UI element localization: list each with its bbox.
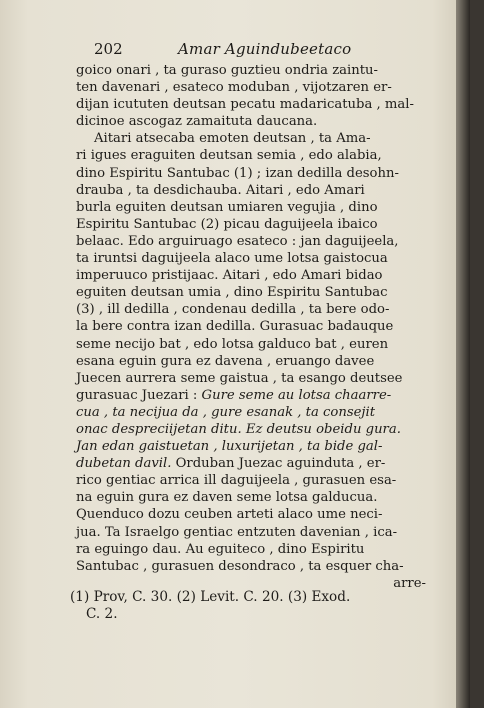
text-line: ten davenari , esateco moduban , vijotzaren er-: [76, 80, 392, 96]
text-line: (3) , ill dedilla , condenau dedilla , ta bere odo-: [76, 302, 390, 318]
text-line: Juecen aurrera seme gaistua , ta esango deutsee: [76, 370, 403, 386]
text-line: la bere contra izan dedilla. Gurasuac badauque: [76, 319, 394, 335]
text-line: ri igues eraguiten deutsan semia , edo alabia,: [76, 148, 382, 164]
text-span: Orduban Juezac aguinduta , er-: [171, 456, 386, 472]
italic-text-span: Gure seme au lotsa chaarre-: [201, 387, 392, 403]
footnote-line: C. 2.: [86, 606, 118, 622]
text-line: goico onari , ta guraso guztieu ondria zaintu-: [76, 63, 378, 78]
text-span: gurasuac Juezari :: [76, 387, 202, 403]
text-line: [76, 387, 426, 404]
text-line: eguiten deutsan umia , dino Espiritu Santubac: [76, 285, 388, 301]
page-header: [94, 40, 410, 62]
text-line: Aitari atsecaba emoten deutsan , ta Ama-: [94, 131, 371, 147]
running-head: Amar Aguindubeetaco: [178, 40, 352, 58]
text-line: rico gentiac arrica ill daguijeela , gurasuen esa-: [76, 473, 397, 489]
page-number: 202: [94, 40, 123, 58]
footnote-line: (1) Prov, C. 30. (2) Levit. C. 20. (3) Exod.: [70, 589, 351, 605]
text-line: jua. Ta Israelgo gentiac entzuten davenian , ica-: [76, 524, 398, 540]
text-line: [76, 455, 426, 472]
text-line: seme necijo bat , edo lotsa galduco bat , euren: [76, 336, 389, 352]
gutter-shadow: [456, 0, 470, 708]
text-line: arre-: [393, 575, 426, 591]
text-line: ra eguingo dau. Au eguiteco , dino Espiritu: [76, 541, 365, 557]
footnotes: [70, 589, 430, 623]
text-line: cua , ta necijua da , gure esanak , ta consejit: [76, 404, 376, 420]
text-line: na eguin gura ez daven seme lotsa galducua.: [76, 490, 378, 506]
text-line: drauba , ta desdichauba. Aitari , edo Amari: [76, 182, 365, 198]
text-line: dijan icututen deutsan pecatu madaricatuba , mal-: [76, 97, 414, 113]
text-line: Espiritu Santubac (2) picau daguijeela ibaico: [76, 216, 378, 232]
text-line: belaac. Edo arguiruago esateco : jan daguijeela,: [76, 233, 399, 249]
text-line: Quenduco dozu ceuben arteti alaco ume neci-: [76, 507, 383, 523]
text-line: burla eguiten deutsan umiaren vegujia , dino: [76, 199, 378, 215]
text-line: onac despreciijetan ditu. Ez deutsu obeidu gura.: [76, 421, 401, 437]
text-line: imperuuco pristijaac. Aitari , edo Amari bidao: [76, 268, 383, 284]
text-line: dino Espiritu Santubac (1) ; izan dedilla desohn-: [76, 165, 399, 181]
text-line: ta iruntsi daguijeela alaco ume lotsa gaistocua: [76, 251, 388, 267]
text-line: Jan edan gaistuetan , luxurijetan , ta bide gal-: [76, 439, 383, 455]
text-line: dicinoe ascogaz zamaituta daucana.: [76, 114, 318, 130]
text-line: Santubac , gurasuen desondraco , ta esquer cha-: [76, 558, 404, 574]
body-text: [76, 62, 426, 592]
text-line: esana eguin gura ez davena , eruango davee: [76, 353, 375, 369]
italic-text-span: dubetan davil.: [76, 456, 172, 472]
